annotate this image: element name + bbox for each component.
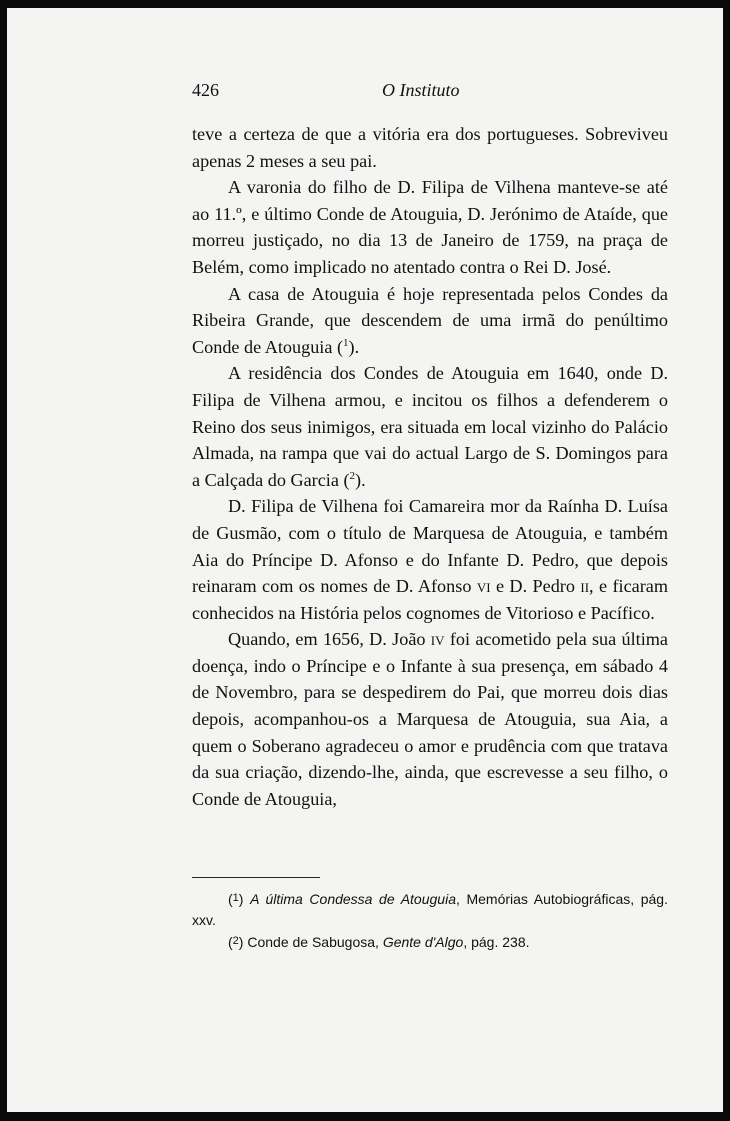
footnote-ref: 2 xyxy=(349,469,356,482)
footnote-rule xyxy=(192,877,320,878)
paragraph: A residência dos Condes de Atouguia em 1640, onde D. Filipa de Vilhena armou, e incitou os filhos a defenderem o Reino dos seus inimigos, era situada em local vizinho do Palácio Almada, na rampa que vai do actual Largo de S. Domingos para a Calçada do Garcia ($^2$). xyxy=(192,363,668,490)
footnote: ($^1$) A última Condessa de Atouguia, Memórias Autobiográficas, pág. xxv. xyxy=(192,891,668,928)
footnotes xyxy=(192,888,668,953)
body-text xyxy=(192,121,668,812)
paragraph: D. Filipa de Vilhena foi Camareira mor da Raínha D. Luísa de Gusmão, com o título de Marquesa de Atouguia, e também Aia do Príncipe D. Afonso e do Infante D. Pedro, que depois reinaram com os nomes de D. Afonso vi e D. Pedro ii, e ficaram conhecidos na História pelos cognomes de Vitorioso e Pacífico. xyxy=(192,496,668,623)
paragraph: A varonia do filho de D. Filipa de Vilhena manteve-se até ao 11.º, e último Conde de Atouguia, D. Jerónimo de Ataíde, que morreu justiçado, no dia 13 de Janeiro de 1759, na praça de Belém, como implicado no atentado contra o Rei D. José. xyxy=(192,177,668,277)
page-number: 426 xyxy=(192,80,219,100)
running-title: O Instituto xyxy=(382,80,460,100)
paragraph: A casa de Atouguia é hoje representada pelos Condes da Ribeira Grande, que descendem de uma irmã do penúltimo Conde de Atouguia ($^1$). xyxy=(192,283,668,357)
page-header xyxy=(192,80,667,104)
footnote-ref: 1 xyxy=(343,336,349,349)
paragraph: teve a certeza de que a vitória era dos portugueses. Sobreviveu apenas 2 meses a seu pai. xyxy=(192,124,668,171)
paragraph: Quando, em 1656, D. João iv foi acometido pela sua última doença, indo o Príncipe e o Infante à sua presença, em sábado 4 de Novembro, para se despedirem do Pai, que morreu dois dias depois, acompanhou-os a Marquesa de Atouguia, sua Aia, a quem o Soberano agradeceu o amor e prudência com que tratava da sua criação, dizendo-lhe, ainda, que escrevesse a seu filho, o Conde de Atouguia, xyxy=(192,629,668,809)
footnote: ($^2$) Conde de Sabugosa, Gente d'Algo, pág. 238. xyxy=(228,934,530,950)
